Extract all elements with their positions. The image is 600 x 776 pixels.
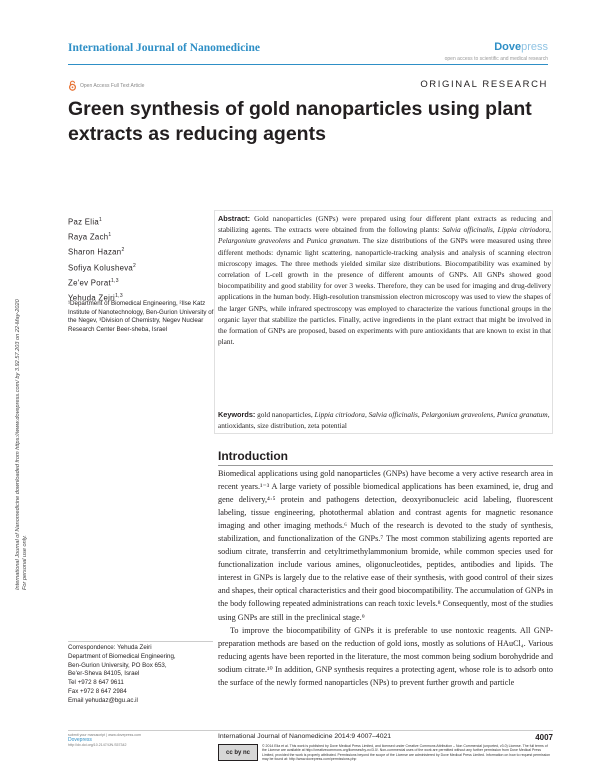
paragraph: Biomedical applications using gold nanoparticles (GNPs) have become a very active research area in recent years.¹⁻³ A large variety of possible biomedical applications has been examined, ie, drug and gene delivery,⁴·⁵ protein and pathogens detection, deoxyribonucleic acid labeling, fluorescent labeling, tissue engineering, photothermal ablation and contrast agents for magnetic resonance imaging and other imaging methods.⁶ Much of the research is devoted to the study of synthesis, stabilization, and functionalization of the GNPs.⁷ The most common stabilizing agents reported are sodium citrate, transferrin and cetyltrimethylammonium bromide, while common species used for functionalization include various amines, oligonucleotides, peptides, antibodies and lipids. The interest in GNPs is largely due to the relative ease of their synthesis, with good control of their sizes and shapes, their optical characteristics and their good biocompatibility. The accumulation of GNPs in the body following repeated administrations can reach toxic levels.⁸ Consequently, most of the studies using GNPs are still in the preclinical stage.⁹ <box>218 469 553 622</box>
brand-tagline: open access to scientific and medical research <box>444 56 548 62</box>
brand-main: Dove <box>494 41 522 53</box>
doi-link[interactable]: http://dx.doi.org/10.2147/IJN.S57342 <box>68 743 127 747</box>
footer-left <box>68 733 208 748</box>
author[interactable]: Paz Elia$^1$ <box>68 217 103 227</box>
abstract-label: Abstract: <box>218 214 251 223</box>
article-type: ORIGINAL RESEARCH <box>420 79 548 90</box>
article-title: Green synthesis of gold nanoparticles using plant extracts as reducing agents <box>68 98 532 145</box>
open-access-badge <box>68 80 144 91</box>
correspondence: Correspondence: Yehuda Zeiri Department of Biomedical Engineering, Ben-Gurion University, PO Box 653, Be'er-Sheva 84105, Israel Tel +972 8 647 9611 Fax +972 8 647 2984 Email yehudaz@bgu.ac.il <box>68 644 213 706</box>
author-list <box>68 214 216 305</box>
cc-by-nc-icon[interactable]: cc by nc <box>218 744 258 761</box>
author[interactable]: Sharon Hazan$^2$ <box>68 247 125 257</box>
license <box>218 744 553 761</box>
open-access-label: Open Access Full Text Article <box>80 82 145 89</box>
author[interactable]: Ze'ev Porat$^{1,3}$ <box>68 277 119 288</box>
open-access-icon <box>68 80 77 91</box>
download-note <box>15 140 33 590</box>
keywords: Keywords: gold nanoparticles, Lippia citriodora, Salvia officinalis, Pelargonium graveolens, Punica granatum, antioxidants, size distribution, zeta potential <box>218 410 550 431</box>
email-link[interactable]: Email yehudaz@bgu.ac.il <box>68 696 138 704</box>
page-number: 4007 <box>535 733 553 742</box>
section-divider <box>218 465 553 466</box>
author[interactable]: Raya Zach$^1$ <box>68 232 112 242</box>
section-heading: Introduction <box>218 449 288 463</box>
header-divider <box>68 64 548 65</box>
download-note-line2: For personal use only. <box>22 535 28 590</box>
abstract: Abstract: Gold nanoparticles (GNPs) were prepared using four different plant extracts as reducing and stabilizing agents. The extracts were obtained from the following plants: Salvia officinalis, Lippia citriodora, Pelargonium graveolens and Punica granatum. The size distributions of the GNPs were measured using three different methods: dynamic light scattering, nanoparticle-tracking analysis and analysis of scanning electron microscopy images. The three methods yielded similar size distributions. Biocompatibility was examined by correlation of L-cell growth in the presence of different amounts of GNPs. All GNPs showed good biocompatibility and good stability for over 3 weeks. Therefore, they can be used for imaging and drug-delivery applications in the human body. High-resolution transmission electron microscopy was used to view the shapes of the larger GNPs, while infrared spectroscopy was employed to characterize the various functional groups in the organic layer that stabilize the particles. Finally, active ingredients in the plant extract that might be involved in the formation of GNPs are proposed, based on experiments with pure antioxidants that are known to exist in that plant. <box>218 214 552 347</box>
download-note-line1: International Journal of Nanomedicine downloaded from https://www.dovepress.com/ by 3.92.57.203 on 22-May-2020 <box>15 299 21 590</box>
affiliations: ¹Department of Biomedical Engineering, ²Ilse Katz Institute of Nanotechnology, Ben-Gurion University of the Negev, ³Division of Chemistry, Negev Nuclear Research Center Beer-sheba, Israel <box>68 300 214 333</box>
correspondence-divider <box>68 641 213 642</box>
citation: International Journal of Nanomedicine 2014:9 4007–4021 <box>218 733 392 740</box>
footer-divider <box>68 730 553 731</box>
submit-link[interactable]: submit your manuscript | www.dovepress.com <box>68 733 142 737</box>
footer-brand[interactable]: Dovepress <box>68 737 92 743</box>
brand-light: press <box>521 41 548 53</box>
introduction-body <box>218 467 553 689</box>
keywords-label: Keywords: <box>218 410 256 419</box>
author[interactable]: Yehuda Zeiri$^{1,3}$ <box>68 292 123 303</box>
paragraph: To improve the biocompatibility of GNPs it is preferable to use nontoxic reagents. All GNP-preparation methods are based on the reduction of gold ions, mostly as solutions of HAuCl₄. Various reducing agents have been reported in the literature, the most common being sodium borohydride and sodium citrate.¹⁰ In addition, GNP synthesis requires a protecting agent, whose role is to adsorb onto the surface of the newly formed nanoparticles (NPs) to prevent further growth and particle <box>218 625 553 687</box>
dovepress-logo[interactable] <box>494 41 548 53</box>
author[interactable]: Sofiya Kolusheva$^2$ <box>68 262 137 273</box>
journal-name[interactable]: International Journal of Nanomedicine <box>68 42 260 54</box>
license-text: © 2014 Elia et al. This work is published by Dove Medical Press Limited, and licensed under Creative Commons Attribution – Non Commercial (unported, v3.0) License. The full terms of the License are available at http://creativecommons.org/licenses/by-nc/3.0/. Non-commercial uses of the work are permitted without any further permission from Dove Medical Press Limited, provided the work is properly attributed. Permissions beyond the scope of the License are administered by Dove Medical Press Limited. Information on how to request permission may be found at: http://www.dovepress.com/permissions.php <box>262 744 551 761</box>
